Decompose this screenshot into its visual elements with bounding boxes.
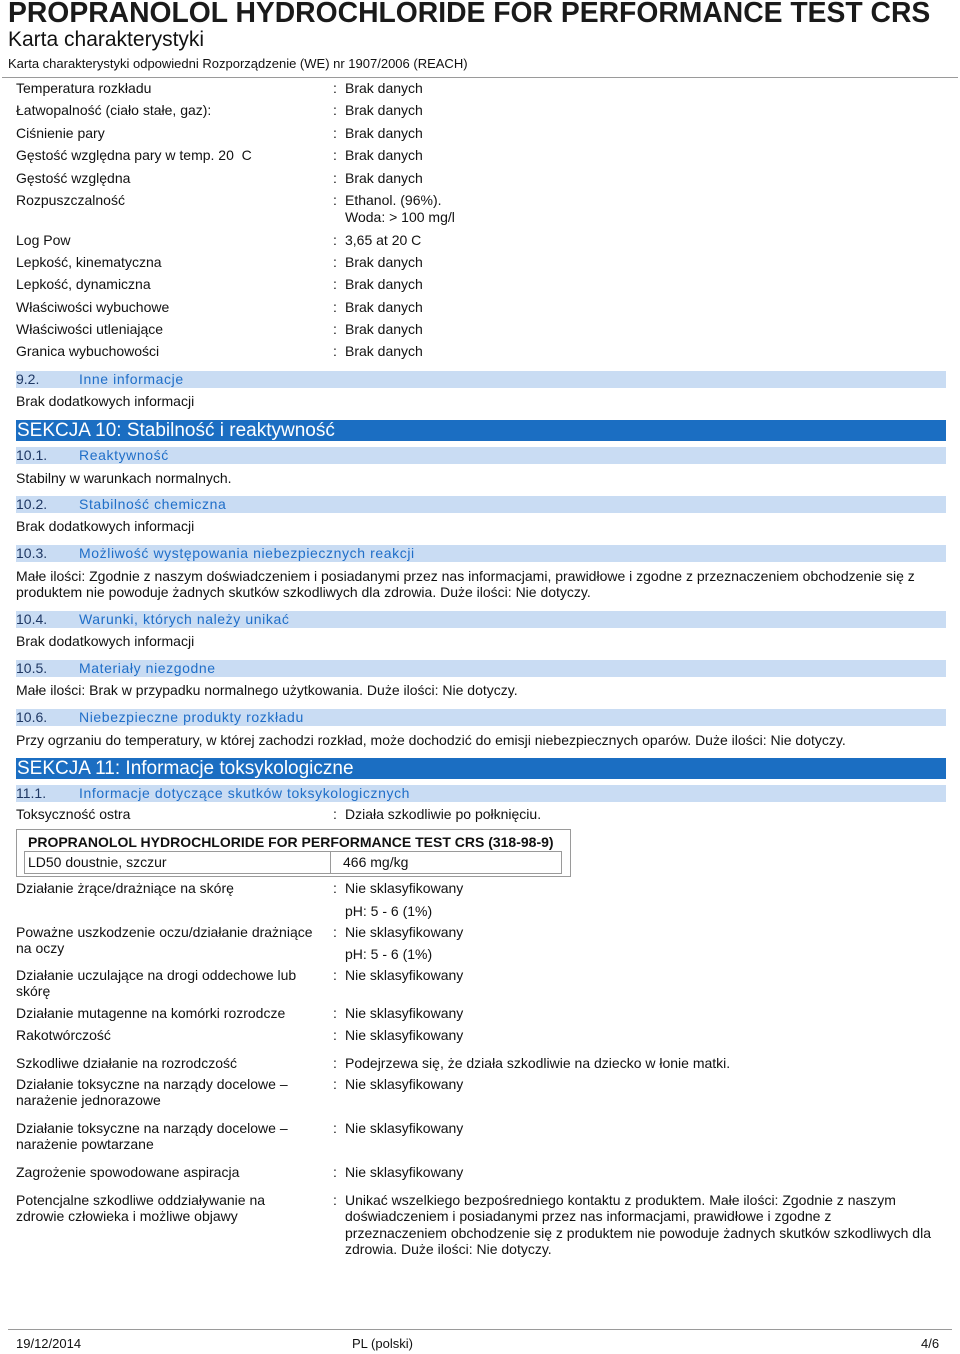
subsection-header-hazardous-reactions (16, 545, 946, 562)
table-cell (331, 852, 561, 873)
subsection-title: Informacje dotyczące skutków toksykologicznych (79, 785, 411, 801)
property-label: Rakotwórczość (16, 1027, 111, 1043)
decomposition-temperature-row (16, 80, 946, 96)
table-row (24, 851, 562, 874)
subsection-number: 10.3. (16, 545, 48, 561)
oxidising-properties-row (16, 321, 946, 337)
serious-eye-damage-row (16, 924, 946, 962)
subsection-text: Stabilny w warunkach normalnych. (16, 470, 232, 486)
property-value: Brak danych (345, 125, 423, 141)
property-value: Brak danych (345, 321, 423, 337)
subsection-number: 10.1. (16, 447, 48, 463)
property-label: Lepkość, dynamiczna (16, 276, 151, 292)
property-value: Brak danych (345, 299, 423, 315)
section-header (16, 420, 946, 441)
footer-divider (8, 1329, 952, 1330)
separator-colon: : (333, 924, 337, 940)
subsection-text: Brak dodatkowych informacji (16, 518, 195, 534)
property-label: Ciśnienie pary (16, 125, 105, 141)
subsection-title: Reaktywność (79, 447, 169, 463)
skin-corrosion-irritation-row (16, 880, 946, 919)
dynamic-viscosity-row (16, 276, 946, 292)
regulation-reference: Karta charakterystyki odpowiedni Rozporządzenie (WE) nr 1907/2006 (REACH) (8, 56, 468, 71)
property-label: Toksyczność ostra (16, 806, 131, 822)
subsection-header-reactivity (16, 447, 946, 464)
property-value: Nie sklasyfikowany (345, 880, 464, 896)
separator-colon: : (333, 192, 337, 208)
property-value: Nie sklasyfikowany (345, 1005, 464, 1021)
subsection-number: 11.1. (16, 785, 47, 801)
subsection-header-toxicological-effects (16, 785, 946, 802)
subsection-text: Brak dodatkowych informacji (16, 633, 195, 649)
page-number: 4/6 (921, 1336, 940, 1351)
separator-colon: : (333, 1164, 337, 1180)
kinematic-viscosity-row (16, 254, 946, 270)
subsection-title: Możliwość występowania niebezpiecznych reakcji (79, 545, 415, 561)
subsection-number: 10.2. (16, 496, 48, 512)
property-label: Poważne uszkodzenie oczu/działanie drażniące na oczy (16, 924, 313, 956)
section-title: SEKCJA 11: Informacje toksykologiczne (17, 758, 354, 779)
ld50-table (16, 829, 571, 877)
property-value: Ethanol. (96%). Woda: > 100 mg/l (345, 192, 455, 225)
property-label: Działanie mutagenne na komórki rozrodcze (16, 1005, 286, 1021)
carcinogenicity-row (16, 1027, 946, 1043)
subsection-header (16, 371, 946, 388)
property-label: Potencjalne szkodliwe oddziaływanie na zdrowie człowieka i możliwe objawy (16, 1192, 266, 1224)
subsection-text: Przy ogrzaniu do temperatury, w której zachodzi rozkład, może dochodzić do emisji niebezpiecznych oparów. Duże ilości: Nie dotyczy. (16, 732, 846, 748)
property-label: Gęstość względna (16, 170, 131, 186)
separator-colon: : (333, 1055, 337, 1071)
separator-colon: : (333, 880, 337, 896)
ph-note: pH: 5 - 6 (1%) (345, 903, 433, 919)
explosion-limits-row (16, 343, 946, 359)
subsection-title: Niebezpieczne produkty rozkładu (79, 709, 304, 725)
property-label: Działanie uczulające na drogi oddechowe lub skórę (16, 967, 297, 999)
stot-single-exposure-row (16, 1076, 946, 1108)
property-label: Temperatura rozkładu (16, 80, 152, 96)
separator-colon: : (333, 254, 337, 270)
property-label: Zagrożenie spowodowane aspiracja (16, 1164, 240, 1180)
property-label: Działanie toksyczne na narządy docelowe – narażenie jednorazowe (16, 1076, 288, 1108)
property-label: Działanie toksyczne na narządy docelowe – narażenie powtarzane (16, 1120, 288, 1152)
separator-colon: : (333, 80, 337, 96)
separator-colon: : (333, 1027, 337, 1043)
property-value: Nie sklasyfikowany (345, 1027, 464, 1043)
property-value: Brak danych (345, 276, 423, 292)
separator-colon: : (333, 299, 337, 315)
property-label: Właściwości wybuchowe (16, 299, 170, 315)
property-label: Łatwopalność (ciało stałe, gaz): (16, 102, 212, 118)
property-value: Brak danych (345, 343, 423, 359)
aspiration-hazard-row (16, 1164, 946, 1180)
separator-colon: : (333, 343, 337, 359)
stot-repeated-exposure-row (16, 1120, 946, 1152)
flammability-row (16, 102, 946, 118)
reproductive-toxicity-row (16, 1055, 946, 1071)
subsection-title: Warunki, których należy unikać (79, 611, 290, 627)
explosive-properties-row (16, 299, 946, 315)
vapour-pressure-row (16, 125, 946, 141)
separator-colon: : (333, 1192, 337, 1208)
property-value: Brak danych (345, 254, 423, 270)
subsection-number: 10.4. (16, 611, 48, 627)
separator-colon: : (333, 170, 337, 186)
subsection-title: Stabilność chemiczna (79, 496, 227, 512)
document-type: Karta charakterystyki (8, 28, 205, 51)
property-label: Szkodliwe działanie na rozrodczość (16, 1055, 237, 1071)
ld50-substance-heading: PROPRANOLOL HYDROCHLORIDE FOR PERFORMANCE TEST CRS (318-98-9) (28, 834, 554, 850)
property-value: Nie sklasyfikowany (345, 1164, 464, 1180)
property-value: Działa szkodliwie po połknięciu. (345, 806, 542, 822)
separator-colon: : (333, 1120, 337, 1136)
separator-colon: : (333, 806, 337, 822)
subsection-text: Małe ilości: Brak w przypadku normalnego użytkowania. Duże ilości: Nie dotyczy. (16, 682, 518, 698)
separator-colon: : (333, 102, 337, 118)
subsection-title: Materiały niezgodne (79, 660, 216, 676)
separator-colon: : (333, 276, 337, 292)
property-value: Nie sklasyfikowany (345, 1076, 464, 1092)
subsection-title: Inne informacje (79, 371, 184, 387)
subsection-number: 9.2. (16, 371, 40, 387)
separator-colon: : (333, 967, 337, 983)
subsection-number: 10.6. (16, 709, 48, 725)
header-divider (2, 77, 958, 78)
relative-density-row (16, 170, 946, 186)
property-value: Nie sklasyfikowany (345, 967, 464, 983)
subsection-header-chemical-stability (16, 496, 946, 513)
relative-vapour-density-row (16, 147, 946, 163)
ph-note: pH: 5 - 6 (1%) (345, 946, 433, 962)
property-value: Nie sklasyfikowany (345, 1120, 464, 1136)
property-label: Lepkość, kinematyczna (16, 254, 162, 270)
ld50-value: 466 mg/kg (343, 854, 409, 870)
section-header (16, 758, 946, 779)
property-value: Brak danych (345, 170, 423, 186)
separator-colon: : (333, 1005, 337, 1021)
separator-colon: : (333, 232, 337, 248)
revision-date: 19/12/2014 (16, 1336, 82, 1351)
separator-colon: : (333, 1076, 337, 1092)
document-language: PL (polski) (352, 1336, 413, 1351)
product-title: PROPRANOLOL HYDROCHLORIDE FOR PERFORMANCE TEST CRS (8, 0, 931, 28)
respiratory-skin-sensitisation-row (16, 967, 946, 999)
adverse-health-effects-row (16, 1192, 946, 1257)
property-label: Log Pow (16, 232, 71, 248)
property-value: 3,65 at 20 C (345, 232, 422, 248)
subsection-text: Małe ilości: Zgodnie z naszym doświadczeniem i posiadanymi przez nas informacjami, prawidłowe i zgodne z przeznaczeniem obchodzenie się z produktem nie powoduje żadnych skutków szkodliwych dla zdrowia. Duże ilości: Nie dotyczy. (16, 568, 915, 600)
solubility-row (16, 192, 946, 225)
subsection-header-decomposition-products (16, 709, 946, 726)
property-label: Gęstość względna pary w temp. 20 C (16, 147, 252, 163)
table-cell (25, 852, 331, 873)
property-label: Rozpuszczalność (16, 192, 125, 208)
property-value: Podejrzewa się, że działa szkodliwie na dziecko w łonie matki. (345, 1055, 731, 1071)
section-title: SEKCJA 10: Stabilność i reaktywność (17, 420, 335, 441)
subsection-header-incompatible-materials (16, 660, 946, 677)
property-value: Brak danych (345, 147, 423, 163)
property-value: Brak danych (345, 80, 423, 96)
acute-toxicity-row (16, 806, 946, 822)
property-label: Właściwości utleniające (16, 321, 164, 337)
log-pow-row (16, 232, 946, 248)
separator-colon: : (333, 125, 337, 141)
germ-cell-mutagenicity-row (16, 1005, 946, 1021)
ld50-route-label: LD50 doustnie, szczur (28, 854, 167, 870)
property-value: Unikać wszelkiego bezpośredniego kontaktu z produktem. Małe ilości: Zgodnie z naszym doświadczeniem i posiadanymi przez nas informacjami, prawidłowe i zgodne z przeznaczeniem obchodzenie się z produktem nie powoduje żadnych skutków szkodliwych dla zdrowia. Duże ilości: Nie dotyczy. (345, 1192, 931, 1257)
subsection-text: Brak dodatkowych informacji (16, 393, 195, 409)
property-value: Brak danych (345, 102, 423, 118)
separator-colon: : (333, 147, 337, 163)
separator-colon: : (333, 321, 337, 337)
property-label: Granica wybuchowości (16, 343, 160, 359)
property-value: Nie sklasyfikowany (345, 924, 464, 940)
subsection-number: 10.5. (16, 660, 48, 676)
property-label: Działanie żrące/drażniące na skórę (16, 880, 234, 896)
subsection-header-conditions-to-avoid (16, 611, 946, 628)
